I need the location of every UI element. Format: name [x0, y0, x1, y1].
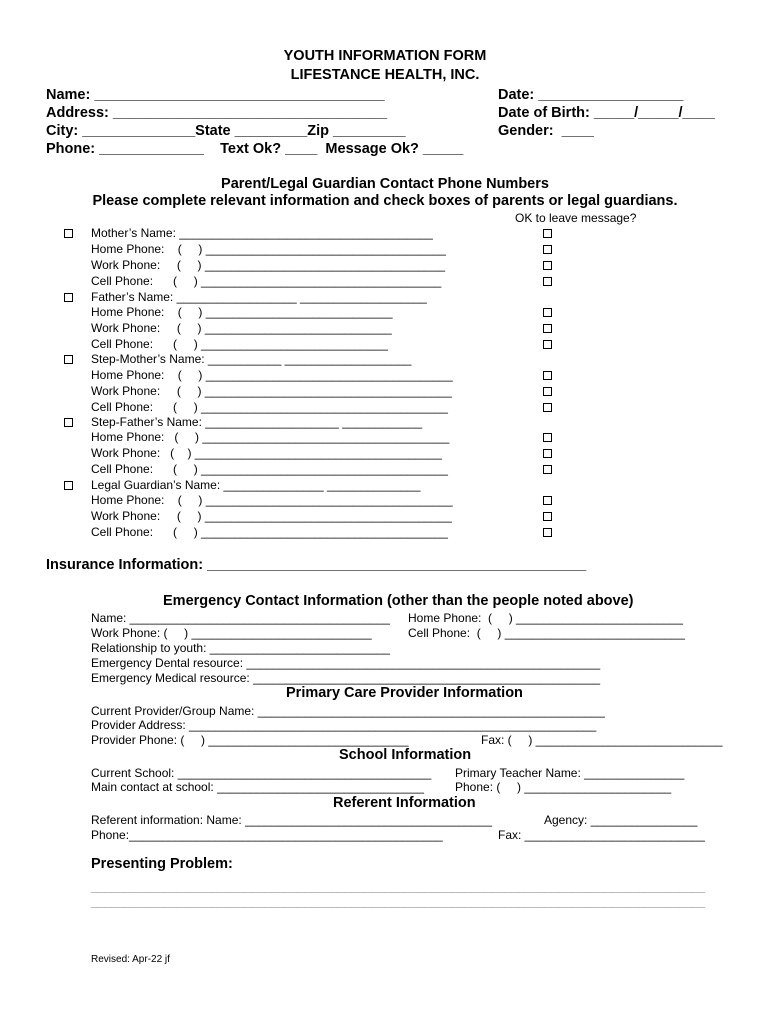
step-father-select-checkbox[interactable] [64, 418, 73, 427]
date-field[interactable]: Date: __________________ [498, 87, 684, 103]
father-ok-message-checkbox-3[interactable] [543, 340, 552, 349]
step-mother-select-checkbox[interactable] [64, 355, 73, 364]
emergency-cell-phone-field[interactable]: Cell Phone: ( ) ___________________________ [408, 626, 685, 640]
address-field[interactable]: Address: __________________________________ [46, 105, 388, 121]
mother-select-checkbox[interactable] [64, 229, 73, 238]
step-father-home-phone-field[interactable]: Home Phone: ( ) _____________________________________ [91, 430, 450, 444]
school-phone-field[interactable]: Phone: ( ) ______________________ [455, 780, 672, 794]
date-of-birth-field[interactable]: Date of Birth: _____/_____/____ [498, 105, 715, 121]
mother-ok-message-checkbox-4[interactable] [543, 277, 552, 286]
legal-guardian-select-checkbox[interactable] [64, 481, 73, 490]
form-title: YOUTH INFORMATION FORM [283, 48, 487, 64]
legal-guardian-ok-message-checkbox-3[interactable] [543, 528, 552, 537]
father-cell-phone-field[interactable]: Cell Phone: ( ) ____________________________ [91, 337, 388, 351]
father-name-field[interactable]: Father’s Name: __________________ ___________________ [91, 290, 427, 304]
primary-teacher-field[interactable]: Primary Teacher Name: _______________ [455, 766, 685, 780]
legal-guardian-work-phone-field[interactable]: Work Phone: ( ) _____________________________________ [91, 509, 452, 523]
mother-ok-message-checkbox-1[interactable] [543, 229, 552, 238]
guardian-instruction: Please complete relevant information and check boxes of parents or legal guardians. [92, 193, 678, 209]
provider-phone-field[interactable]: Provider Phone: ( ) ______________________________ [91, 733, 409, 747]
emergency-medical-resource-field[interactable]: Emergency Medical resource: ____________________________________________________ [91, 671, 601, 685]
emergency-work-phone-field[interactable]: Work Phone: ( ) ___________________________ [91, 626, 372, 640]
school-information-heading: School Information [339, 747, 472, 763]
mother-work-phone-field[interactable]: Work Phone: ( ) ____________________________________ [91, 258, 446, 272]
legal-guardian-name-field[interactable]: Legal Guardian’s Name: _______________ ______________ [91, 478, 421, 492]
gender-field[interactable]: Gender: ____ [498, 123, 594, 139]
current-school-field[interactable]: Current School: ______________________________________ [91, 766, 432, 780]
step-mother-ok-message-checkbox-2[interactable] [543, 387, 552, 396]
provider-fax-field[interactable]: Fax: ( ) ____________________________ [481, 733, 723, 747]
emergency-home-phone-field[interactable]: Home Phone: ( ) _________________________ [408, 611, 683, 625]
father-work-phone-field[interactable]: Work Phone: ( ) ____________________________ [91, 321, 392, 335]
father-ok-message-checkbox-1[interactable] [543, 308, 552, 317]
referent-phone-field[interactable]: Phone:_______________________________________________ [91, 828, 443, 842]
step-father-work-phone-field[interactable]: Work Phone: ( ) _____________________________________ [91, 446, 442, 460]
mother-home-phone-field[interactable]: Home Phone: ( ) ____________________________________ [91, 242, 446, 256]
step-father-ok-message-checkbox-2[interactable] [543, 449, 552, 458]
legal-guardian-cell-phone-field[interactable]: Cell Phone: ( ) _____________________________________ [91, 525, 448, 539]
legal-guardian-ok-message-checkbox-2[interactable] [543, 512, 552, 521]
provider-address-field[interactable]: Provider Address: _____________________________________________________________ [91, 718, 597, 732]
referent-name-field[interactable]: Referent information: Name: _____________________________________ [91, 813, 492, 827]
school-main-contact-field[interactable]: Main contact at school: _______________________________ [91, 780, 424, 794]
city-state-zip-field[interactable]: City: ______________State _________Zip _________ [46, 123, 406, 139]
name-field[interactable]: Name: ____________________________________ [46, 87, 385, 103]
mother-ok-message-checkbox-3[interactable] [543, 261, 552, 270]
presenting-problem-heading: Presenting Problem: [91, 856, 233, 872]
step-mother-cell-phone-field[interactable]: Cell Phone: ( ) _____________________________________ [91, 400, 448, 414]
step-mother-home-phone-field[interactable]: Home Phone: ( ) _____________________________________ [91, 368, 453, 382]
step-mother-ok-message-checkbox-1[interactable] [543, 371, 552, 380]
primary-care-heading: Primary Care Provider Information [286, 685, 523, 701]
mother-name-field[interactable]: Mother’s Name: ______________________________________ [91, 226, 433, 240]
father-ok-message-checkbox-2[interactable] [543, 324, 552, 333]
referent-agency-field[interactable]: Agency: ________________ [544, 813, 698, 827]
referent-information-heading: Referent Information [333, 795, 476, 811]
emergency-name-field[interactable]: Name: _______________________________________ [91, 611, 390, 625]
emergency-dental-resource-field[interactable]: Emergency Dental resource: _____________________________________________________ [91, 656, 601, 670]
emergency-contact-heading: Emergency Contact Information (other than the people noted above) [163, 593, 634, 609]
current-provider-field[interactable]: Current Provider/Group Name: ____________________________________________________ [91, 704, 605, 718]
presenting-problem-line-2[interactable]: ____________________________________________________________________________________________ [91, 896, 705, 908]
step-father-name-field[interactable]: Step-Father’s Name: ____________________ ____________ [91, 415, 423, 429]
mother-cell-phone-field[interactable]: Cell Phone: ( ) ____________________________________ [91, 274, 442, 288]
insurance-information-field[interactable]: Insurance Information: _______________________________________________ [46, 557, 587, 573]
father-home-phone-field[interactable]: Home Phone: ( ) ____________________________ [91, 305, 393, 319]
mother-ok-message-checkbox-2[interactable] [543, 245, 552, 254]
relationship-to-youth-field[interactable]: Relationship to youth: ___________________________ [91, 641, 390, 655]
father-select-checkbox[interactable] [64, 293, 73, 302]
phone-field[interactable]: Phone: _____________ Text Ok? ____ Message Ok? _____ [46, 141, 464, 157]
step-father-ok-message-checkbox-3[interactable] [543, 465, 552, 474]
revision-note: Revised: Apr-22 jf [91, 954, 170, 965]
guardian-heading: Parent/Legal Guardian Contact Phone Numbers [221, 176, 549, 192]
legal-guardian-home-phone-field[interactable]: Home Phone: ( ) _____________________________________ [91, 493, 453, 507]
organization-name: LIFESTANCE HEALTH, INC. [290, 67, 480, 83]
legal-guardian-ok-message-checkbox-1[interactable] [543, 496, 552, 505]
step-father-cell-phone-field[interactable]: Cell Phone: ( ) _____________________________________ [91, 462, 448, 476]
step-mother-name-field[interactable]: Step-Mother’s Name: ___________ ___________________ [91, 352, 412, 366]
presenting-problem-line-1[interactable]: ____________________________________________________________________________________________ [91, 881, 705, 893]
referent-fax-field[interactable]: Fax: ___________________________ [498, 828, 705, 842]
ok-to-leave-message-label: OK to leave message? [515, 211, 637, 225]
step-mother-ok-message-checkbox-3[interactable] [543, 403, 552, 412]
step-mother-work-phone-field[interactable]: Work Phone: ( ) _____________________________________ [91, 384, 452, 398]
step-father-ok-message-checkbox-1[interactable] [543, 433, 552, 442]
